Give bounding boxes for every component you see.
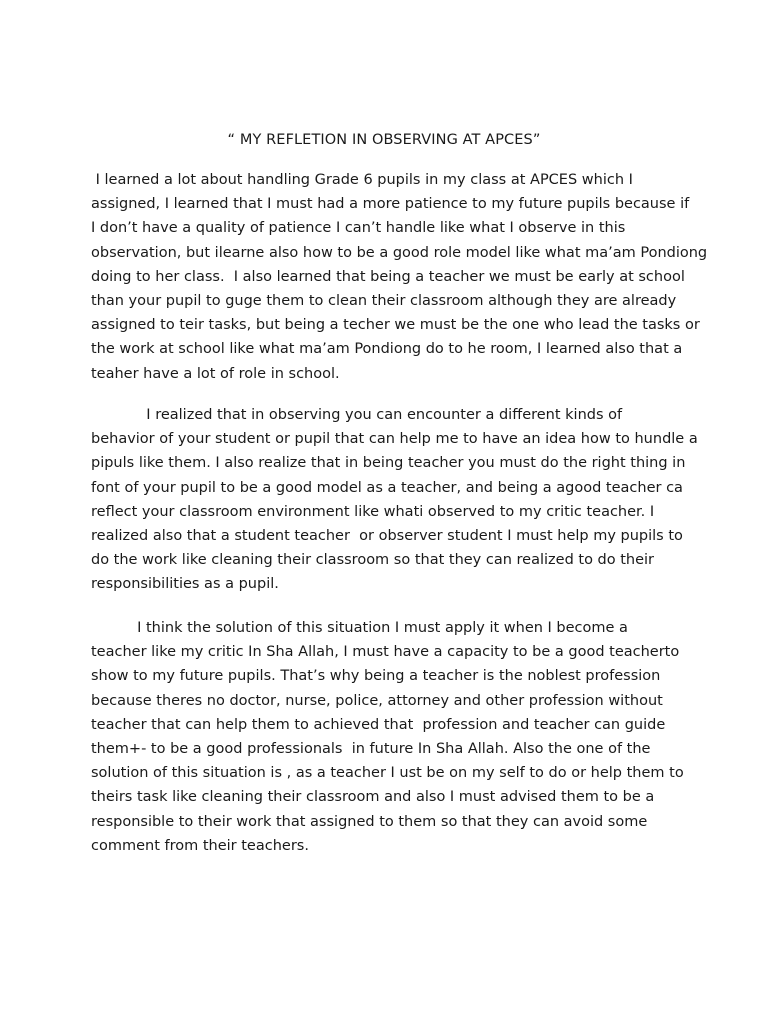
paragraph-line: I realized that in observing you can encounter a different kinds of (91, 407, 623, 423)
paragraph-1 (91, 168, 707, 386)
document-title: “ MY REFLETION IN OBSERVING AT APCES” (227, 132, 541, 148)
paragraph-line: teacher like my critic In Sha Allah, I must have a capacity to be a good teacherto (91, 644, 680, 661)
paragraph-line: pipuls like them. I also realize that in being teacher you must do the right thing in (91, 455, 686, 472)
paragraph-line: the work at school like what ma’am Pondiong do to he room, I learned also that a (91, 341, 683, 358)
paragraph-line: do the work like cleaning their classroom so that they can realized to do their (91, 552, 655, 569)
paragraph-line: comment from their teachers. (91, 837, 309, 854)
paragraph-line: observation, but ilearne also how to be a good role model like what ma’am Pondiong (91, 244, 708, 261)
paragraph-line: doing to her class. I also learned that being a teacher we must be early at school (91, 268, 685, 285)
paragraph-line: assigned, I learned that I must had a more patience to my future pupils because if (91, 196, 690, 213)
paragraph-line: teaher have a lot of role in school. (91, 365, 340, 382)
paragraph-line: assigned to teir tasks, but being a techer we must be the one who lead the tasks or (91, 317, 700, 334)
paragraph-line: solution of this situation is , as a teacher I ust be on my self to do or help them to (91, 765, 684, 782)
paragraph-3 (91, 616, 684, 858)
paragraph-line: behavior of your student or pupil that can help me to have an idea how to hundle a (91, 431, 698, 448)
paragraph-line: show to my future pupils. That’s why being a teacher is the noblest profession (91, 668, 661, 685)
paragraph-line: teacher that can help them to achieved that profession and teacher can guide (91, 716, 666, 733)
paragraph-line: them+- to be a good professionals in future In Sha Allah. Also the one of the (91, 740, 651, 757)
paragraph-line: I think the solution of this situation I must apply it when I become a (91, 620, 628, 636)
paragraph-line: responsible to their work that assigned to them so that they can avoid some (91, 813, 648, 830)
paragraph-line: theirs task like cleaning their classroom and also I must advised them to be a (91, 789, 655, 806)
paragraph-line: responsibilities as a pupil. (91, 576, 279, 593)
paragraph-2 (91, 403, 698, 597)
paragraph-line: than your pupil to guge them to clean their classroom although they are already (91, 292, 677, 309)
paragraph-line: realized also that a student teacher or observer student I must help my pupils to (91, 527, 683, 544)
paragraph-line: reflect your classroom environment like whati observed to my critic teacher. I (91, 503, 655, 520)
paragraph-line: I don’t have a quality of patience I can’t handle like what I observe in this (91, 220, 626, 237)
paragraph-line: I learned a lot about handling Grade 6 pupils in my class at APCES which I (91, 172, 633, 188)
paragraph-line: because theres no doctor, nurse, police, attorney and other profession without (91, 692, 663, 709)
paragraph-line: font of your pupil to be a good model as a teacher, and being a agood teacher ca (91, 479, 683, 496)
